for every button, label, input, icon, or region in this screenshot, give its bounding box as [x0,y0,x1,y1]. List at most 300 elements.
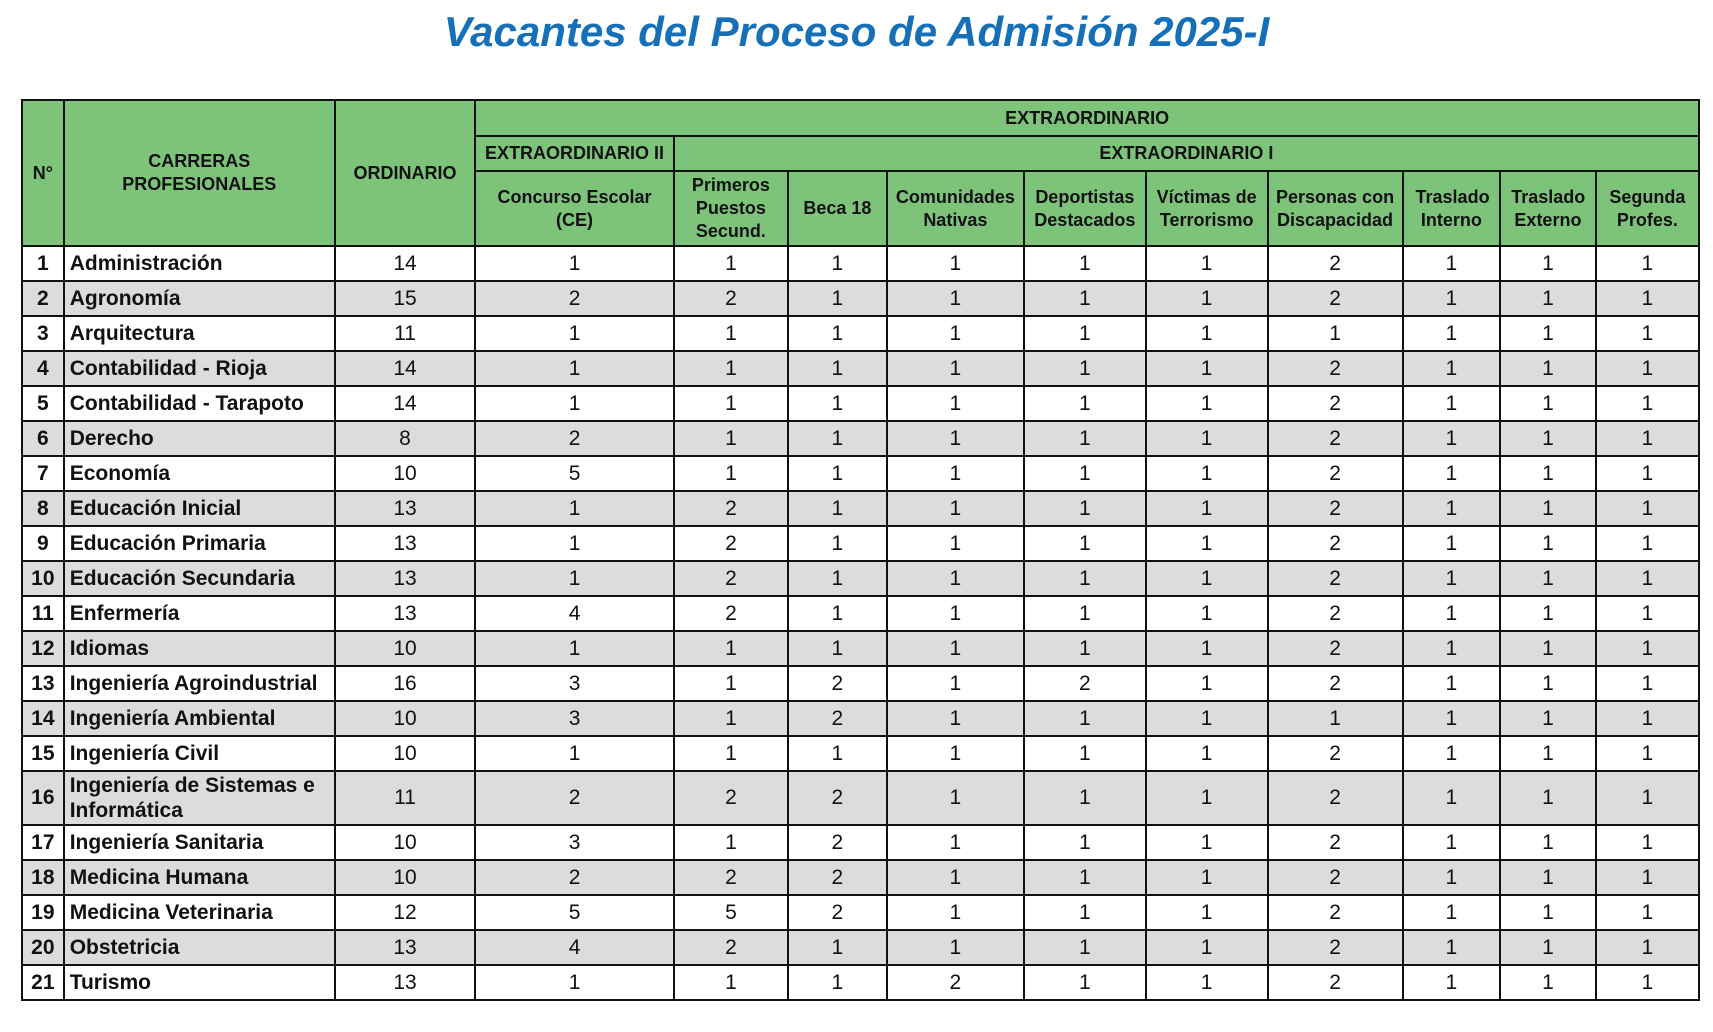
vacancy-value: 1 [887,596,1024,631]
vacancy-value: 1 [788,456,887,491]
vacancy-value: 2 [788,895,887,930]
vacancy-value: 1 [887,386,1024,421]
vacancy-value: 1 [887,316,1024,351]
ordinary-value: 13 [335,930,475,965]
career-name: Ingeniería Agroindustrial [64,666,335,701]
ordinary-value: 14 [335,246,475,281]
vacancy-value: 2 [1268,825,1403,860]
ordinary-value: 8 [335,421,475,456]
vacancy-value: 1 [1146,281,1268,316]
vacancy-value: 1 [1146,771,1268,825]
vacancy-value: 1 [1268,316,1403,351]
vacancy-value: 1 [887,456,1024,491]
career-name: Ingeniería Ambiental [64,701,335,736]
header-traslado-interno: Traslado Interno [1403,171,1501,246]
vacancy-value: 1 [1024,316,1146,351]
vacancy-value: 1 [887,666,1024,701]
ordinary-value: 11 [335,316,475,351]
vacancy-value: 1 [887,860,1024,895]
vacancy-value: 1 [674,965,788,1000]
vacancy-value: 1 [1024,491,1146,526]
vacancy-value: 1 [788,526,887,561]
vacancy-value: 1 [475,526,674,561]
vacancy-value: 1 [1596,930,1699,965]
vacancy-value: 1 [788,736,887,771]
table-row [22,860,1699,895]
career-name: Educación Primaria [64,526,335,561]
vacancy-value: 2 [475,771,674,825]
ordinary-value: 14 [335,386,475,421]
career-name: Ingeniería Civil [64,736,335,771]
career-name: Ingeniería de Sistemas e Informática [64,771,335,825]
vacancy-value: 1 [1596,246,1699,281]
vacancy-value: 1 [1596,491,1699,526]
vacancy-value: 1 [475,631,674,666]
vacancy-value: 1 [1500,895,1595,930]
vacancy-value: 1 [788,421,887,456]
vacancy-value: 1 [788,281,887,316]
vacancy-value: 1 [1146,631,1268,666]
career-name: Agronomía [64,281,335,316]
vacancy-value: 1 [1024,561,1146,596]
header-extraordinary: EXTRAORDINARIO [475,100,1699,136]
ordinary-value: 13 [335,596,475,631]
vacancy-value: 1 [788,561,887,596]
page-title: Vacantes del Proceso de Admisión 2025-I [443,8,1270,55]
vacancy-value: 1 [1146,351,1268,386]
row-number: 12 [22,631,64,666]
vacancy-value: 1 [674,351,788,386]
vacancy-value: 1 [1403,491,1501,526]
row-number: 13 [22,666,64,701]
career-name: Arquitectura [64,316,335,351]
vacancy-value: 1 [674,666,788,701]
vacancy-value: 1 [1596,965,1699,1000]
ordinary-value: 15 [335,281,475,316]
table-row [22,561,1699,596]
vacancy-value: 1 [1024,825,1146,860]
header-extraordinary-ii: EXTRAORDINARIO II [475,136,674,171]
header-primeros-puestos: Primeros Puestos Secund. [674,171,788,246]
vacancy-value: 1 [887,895,1024,930]
vacancy-value: 1 [788,351,887,386]
table-row [22,491,1699,526]
vacancy-value: 1 [1500,491,1595,526]
vacancy-value: 1 [1500,860,1595,895]
career-name: Turismo [64,965,335,1000]
row-number: 3 [22,316,64,351]
vacancy-value: 1 [887,736,1024,771]
vacancy-value: 2 [887,965,1024,1000]
row-number: 10 [22,561,64,596]
ordinary-value: 12 [335,895,475,930]
career-name: Enfermería [64,596,335,631]
vacancy-value: 1 [1403,421,1501,456]
vacancy-value: 1 [1146,860,1268,895]
vacancy-value: 5 [674,895,788,930]
vacancy-value: 2 [788,701,887,736]
vacancy-value: 1 [1403,631,1501,666]
vacancy-value: 1 [788,631,887,666]
vacancy-value: 1 [887,561,1024,596]
vacancy-value: 2 [1268,246,1403,281]
vacancy-value: 1 [1500,351,1595,386]
vacancy-value: 1 [674,736,788,771]
vacancy-value: 1 [1403,351,1501,386]
vacancy-value: 1 [1500,631,1595,666]
vacancy-value: 1 [788,596,887,631]
table-row [22,386,1699,421]
vacancy-value: 1 [1500,246,1595,281]
vacancy-value: 2 [1268,771,1403,825]
vacancy-value: 1 [1403,895,1501,930]
table-row [22,965,1699,1000]
ordinary-value: 10 [335,456,475,491]
vacancy-value: 1 [1024,736,1146,771]
vacancy-value: 2 [788,666,887,701]
vacancy-value: 1 [1146,526,1268,561]
vacancy-value: 1 [887,351,1024,386]
vacancy-value: 1 [1024,526,1146,561]
vacancy-value: 1 [475,351,674,386]
ordinary-value: 14 [335,351,475,386]
vacancy-value: 1 [1403,316,1501,351]
ordinary-value: 10 [335,701,475,736]
row-number: 1 [22,246,64,281]
vacancy-value: 2 [674,526,788,561]
vacancy-value: 2 [1268,631,1403,666]
table-row [22,316,1699,351]
row-number: 9 [22,526,64,561]
vacancy-value: 1 [887,491,1024,526]
vacancy-value: 1 [1146,701,1268,736]
vacancy-value: 1 [887,526,1024,561]
vacancy-value: 1 [1403,246,1501,281]
vacancy-value: 1 [1500,825,1595,860]
ordinary-value: 10 [335,631,475,666]
vacancy-value: 1 [674,386,788,421]
vacancy-value: 5 [475,895,674,930]
vacancy-value: 1 [1403,596,1501,631]
vacancy-value: 1 [1596,771,1699,825]
vacancy-value: 1 [1596,421,1699,456]
header-segunda-profes: Segunda Profes. [1596,171,1699,246]
vacancy-value: 4 [475,596,674,631]
vacancy-value: 1 [1146,930,1268,965]
vacancy-value: 1 [1403,526,1501,561]
vacancy-value: 1 [1500,421,1595,456]
table-row [22,456,1699,491]
vacancy-value: 1 [887,281,1024,316]
vacancy-value: 2 [1268,526,1403,561]
vacancy-value: 2 [1268,421,1403,456]
vacancy-value: 2 [788,860,887,895]
vacancy-value: 1 [1403,386,1501,421]
vacancy-value: 1 [1146,421,1268,456]
vacancy-value: 1 [1596,596,1699,631]
vacancy-value: 1 [887,825,1024,860]
career-name: Economía [64,456,335,491]
vacancy-value: 1 [887,246,1024,281]
career-name: Medicina Humana [64,860,335,895]
vacancy-value: 1 [1596,736,1699,771]
vacancy-value: 1 [1596,281,1699,316]
vacancy-value: 1 [1500,456,1595,491]
career-name: Ingeniería Sanitaria [64,825,335,860]
vacancy-value: 2 [1268,561,1403,596]
vacancy-value: 1 [1024,631,1146,666]
vacancy-value: 1 [1146,825,1268,860]
career-name: Administración [64,246,335,281]
ordinary-value: 16 [335,666,475,701]
table-body [22,246,1699,1000]
career-name: Educación Secundaria [64,561,335,596]
vacancy-value: 1 [1403,825,1501,860]
row-number: 18 [22,860,64,895]
vacancy-value: 1 [1500,596,1595,631]
table-row [22,246,1699,281]
vacancy-value: 1 [887,930,1024,965]
vacancy-value: 1 [1024,456,1146,491]
header-ordinary: ORDINARIO [335,100,475,246]
ordinary-value: 13 [335,965,475,1000]
vacancy-value: 1 [1500,736,1595,771]
vacancy-value: 1 [1146,246,1268,281]
header-number: N° [22,100,64,246]
vacancy-value: 1 [674,456,788,491]
vacancy-value: 2 [1268,736,1403,771]
vacancy-value: 2 [788,771,887,825]
vacancy-value: 1 [475,965,674,1000]
vacancy-value: 2 [1268,491,1403,526]
vacancy-value: 1 [1500,666,1595,701]
vacancy-value: 1 [1024,701,1146,736]
vacancy-value: 2 [1268,930,1403,965]
header-traslado-externo: Traslado Externo [1500,171,1595,246]
vacancy-value: 1 [788,491,887,526]
table-row [22,771,1699,825]
vacancy-value: 1 [1500,281,1595,316]
career-name: Derecho [64,421,335,456]
vacancy-value: 1 [1596,386,1699,421]
vacancy-value: 1 [1403,561,1501,596]
row-number: 7 [22,456,64,491]
vacancy-value: 1 [887,631,1024,666]
vacancy-value: 1 [1146,736,1268,771]
vacancy-value: 1 [788,930,887,965]
ordinary-value: 10 [335,825,475,860]
vacancy-value: 1 [674,421,788,456]
vacancy-value: 1 [475,316,674,351]
vacancy-value: 2 [674,491,788,526]
ordinary-value: 10 [335,860,475,895]
vacancy-value: 1 [1596,825,1699,860]
vacancy-value: 2 [1268,351,1403,386]
table-row [22,351,1699,386]
career-name: Contabilidad - Tarapoto [64,386,335,421]
vacancy-value: 1 [788,246,887,281]
vacancy-value: 4 [475,930,674,965]
vacancy-value: 1 [1500,316,1595,351]
vacancy-value: 2 [1268,895,1403,930]
vacancy-value: 1 [887,701,1024,736]
vacancy-value: 1 [1146,561,1268,596]
vacancy-value: 3 [475,825,674,860]
row-number: 14 [22,701,64,736]
vacancy-value: 1 [1403,771,1501,825]
table-row [22,930,1699,965]
vacancy-value: 1 [1024,281,1146,316]
row-number: 4 [22,351,64,386]
header-concurso-escolar: Concurso Escolar (CE) [475,171,674,246]
vacancy-value: 2 [1268,281,1403,316]
vacancy-value: 1 [1500,771,1595,825]
header-personas-discapacidad: Personas con Discapacidad [1268,171,1403,246]
career-name: Contabilidad - Rioja [64,351,335,386]
header-victimas-terrorismo: Víctimas de Terrorismo [1146,171,1268,246]
ordinary-value: 13 [335,491,475,526]
vacancy-value: 1 [1596,526,1699,561]
vacancy-value: 1 [674,316,788,351]
vacancy-value: 2 [674,860,788,895]
row-number: 16 [22,771,64,825]
vacancy-value: 1 [1024,860,1146,895]
row-number: 15 [22,736,64,771]
ordinary-value: 10 [335,736,475,771]
vacancy-value: 1 [1146,316,1268,351]
vacancy-value: 1 [475,736,674,771]
vacancy-value: 1 [1403,701,1501,736]
vacancy-value: 1 [1024,246,1146,281]
vacancy-value: 1 [1500,386,1595,421]
vacancy-value: 1 [1500,561,1595,596]
vacancy-value: 2 [674,596,788,631]
vacancy-value: 1 [1500,526,1595,561]
vacancy-value: 1 [1146,596,1268,631]
header-extraordinary-i: EXTRAORDINARIO I [674,136,1699,171]
vacancy-value: 1 [1596,701,1699,736]
header-comunidades-nativas: Comunidades Nativas [887,171,1024,246]
table-row [22,825,1699,860]
vacancy-value: 1 [1268,701,1403,736]
career-name: Obstetricia [64,930,335,965]
vacancy-value: 1 [1403,930,1501,965]
vacancy-value: 1 [788,965,887,1000]
vacancy-value: 1 [1500,930,1595,965]
vacancy-value: 2 [674,281,788,316]
vacancy-value: 1 [475,491,674,526]
table-row [22,736,1699,771]
table-row [22,421,1699,456]
vacancy-value: 1 [1024,351,1146,386]
ordinary-value: 13 [335,526,475,561]
vacancy-value: 1 [1403,666,1501,701]
vacancy-value: 1 [475,246,674,281]
row-number: 11 [22,596,64,631]
table-row [22,596,1699,631]
vacancy-value: 1 [1596,561,1699,596]
vacancy-value: 1 [1146,456,1268,491]
vacancy-value: 2 [674,930,788,965]
vacancy-value: 1 [1403,281,1501,316]
header-deportistas-destacados: Deportistas Destacados [1024,171,1146,246]
row-number: 2 [22,281,64,316]
vacancy-value: 2 [674,561,788,596]
vacancy-value: 1 [1403,965,1501,1000]
header-beca-18: Beca 18 [788,171,887,246]
vacancy-value: 1 [1146,895,1268,930]
vacancy-value: 1 [1024,895,1146,930]
vacancy-value: 2 [674,771,788,825]
vacancy-value: 2 [1268,965,1403,1000]
vacancy-value: 2 [475,421,674,456]
vacancy-value: 2 [1268,456,1403,491]
vacancy-value: 2 [1268,386,1403,421]
vacancy-value: 1 [674,701,788,736]
vacancy-value: 1 [1403,456,1501,491]
vacancy-value: 1 [1024,386,1146,421]
career-name: Medicina Veterinaria [64,895,335,930]
table-row [22,666,1699,701]
vacancy-value: 1 [674,246,788,281]
vacancy-value: 1 [1403,736,1501,771]
row-number: 5 [22,386,64,421]
vacancy-value: 1 [674,631,788,666]
vacancy-value: 1 [1596,316,1699,351]
vacancy-value: 1 [1024,771,1146,825]
vacancy-value: 2 [1268,860,1403,895]
vacancy-value: 2 [475,281,674,316]
vacancy-value: 3 [475,701,674,736]
vacancy-value: 1 [1500,701,1595,736]
vacancy-value: 1 [887,421,1024,456]
vacancy-value: 5 [475,456,674,491]
row-number: 6 [22,421,64,456]
vacancy-value: 1 [1596,860,1699,895]
table-row [22,895,1699,930]
vacancy-value: 2 [475,860,674,895]
career-name: Idiomas [64,631,335,666]
ordinary-value: 13 [335,561,475,596]
vacancy-value: 2 [1268,666,1403,701]
vacancy-value: 1 [1146,386,1268,421]
row-number: 19 [22,895,64,930]
table-row [22,701,1699,736]
vacancy-value: 1 [1146,965,1268,1000]
vacancy-value: 1 [1146,491,1268,526]
row-number: 20 [22,930,64,965]
vacancy-value: 1 [1596,895,1699,930]
row-number: 8 [22,491,64,526]
vacancy-value: 1 [1596,631,1699,666]
vacancy-value: 1 [788,316,887,351]
vacancy-value: 3 [475,666,674,701]
vacancy-value: 1 [1024,965,1146,1000]
vacancy-value: 1 [1500,965,1595,1000]
row-number: 17 [22,825,64,860]
vacancy-value: 1 [475,386,674,421]
vacancy-value: 1 [1596,456,1699,491]
vacancy-value: 1 [887,771,1024,825]
career-name: Educación Inicial [64,491,335,526]
vacancy-value: 1 [1024,421,1146,456]
vacancy-value: 2 [1024,666,1146,701]
vacancy-value: 1 [674,825,788,860]
vacancy-value: 1 [1024,596,1146,631]
table-row [22,631,1699,666]
vacancies-table [21,99,1700,1001]
table-row [22,281,1699,316]
